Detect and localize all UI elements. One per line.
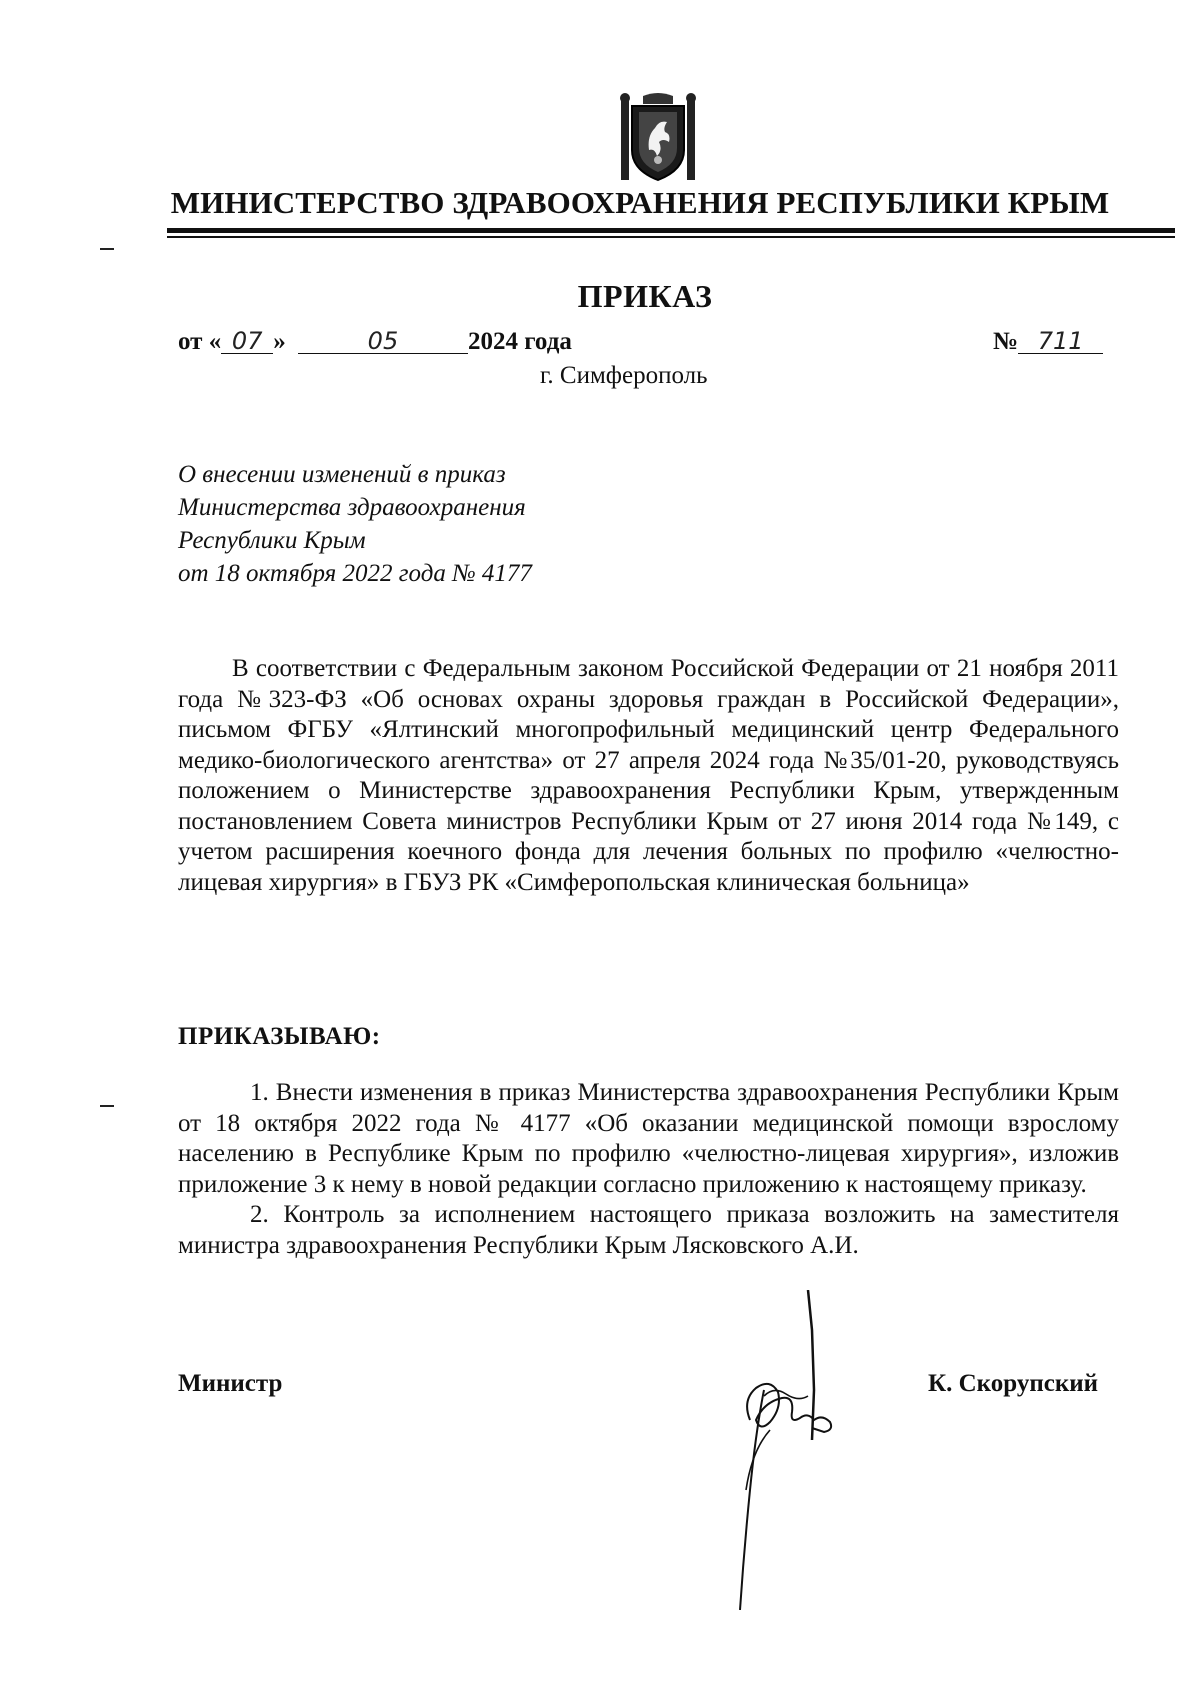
ministry-name: МИНИСТЕРСТВО ЗДРАВООХРАНЕНИЯ РЕСПУБЛИКИ КРЫМ bbox=[170, 185, 1110, 220]
crimea-emblem-icon bbox=[619, 92, 697, 184]
margin-mark bbox=[100, 248, 114, 250]
margin-mark bbox=[100, 1105, 114, 1107]
subject-line: Министерства здравоохранения bbox=[178, 494, 526, 521]
signatory-name: К. Скорупский bbox=[928, 1370, 1099, 1397]
number-line bbox=[993, 328, 1103, 356]
order-item: 1. Внести изменения в приказ Министерства здравоохранения Республики Крым от 18 октября 2022 года № 4177 «Об оказании медицинской помощи взрослому населению в Республике Крым по профилю «челюстно-лицевая хирургия», изложив приложение 3 к нему в новой редакции согласно приложению к настоящему приказу. bbox=[178, 1079, 1119, 1198]
order-item: 2. Контроль за исполнением настоящего приказа возложить на заместителя министра здравоохранения Республики Крым Лясковского А.И. bbox=[178, 1201, 1119, 1259]
header-rule-thin bbox=[167, 236, 1175, 238]
date-mid: » bbox=[273, 328, 286, 355]
subject-block bbox=[178, 458, 532, 590]
signature-icon bbox=[690, 1290, 850, 1610]
date-year: 2024 года bbox=[467, 328, 572, 355]
document-title: ПРИКАЗ bbox=[577, 278, 713, 314]
order-heading: ПРИКАЗЫВАЮ: bbox=[178, 1023, 381, 1050]
order-items bbox=[178, 1078, 1119, 1261]
city: г. Симферополь bbox=[540, 362, 708, 389]
subject-line: Республики Крым bbox=[178, 527, 366, 554]
date-prefix: от « bbox=[178, 328, 222, 355]
preamble-text: В соответствии с Федеральным законом Российской Федерации от 21 ноября 2011 года №323-ФЗ «Об основах охраны здоровья граждан в Российской Федерации», письмом ФГБУ «Ялтинский многопрофильный медицинский центр Федерального медико-биологического агентства» от 27 апреля 2024 года №35/01-20, руководствуясь положением о Министерстве здравоохранения Республики Крым, утвержденным постановлением Совета министров Республики Крым от 27 июня 2014 года №149, с учетом расширения коечного фонда для лечения больных по профилю «челюстно-лицевая хирургия» в ГБУЗ РК «Симферопольская клиническая больница» bbox=[178, 655, 1119, 896]
subject-line: от 18 октября 2022 года № 4177 bbox=[178, 560, 532, 587]
preamble bbox=[178, 654, 1119, 898]
number-value: 711 bbox=[1018, 329, 1103, 354]
signatory-role: Министр bbox=[178, 1370, 283, 1397]
subject-line: О внесении изменений в приказ bbox=[178, 461, 506, 488]
date-month: 05 bbox=[298, 329, 468, 354]
header-rule-thick bbox=[167, 228, 1175, 233]
number-prefix: № bbox=[993, 328, 1019, 355]
date-line bbox=[178, 328, 572, 356]
date-day: 07 bbox=[221, 329, 273, 354]
